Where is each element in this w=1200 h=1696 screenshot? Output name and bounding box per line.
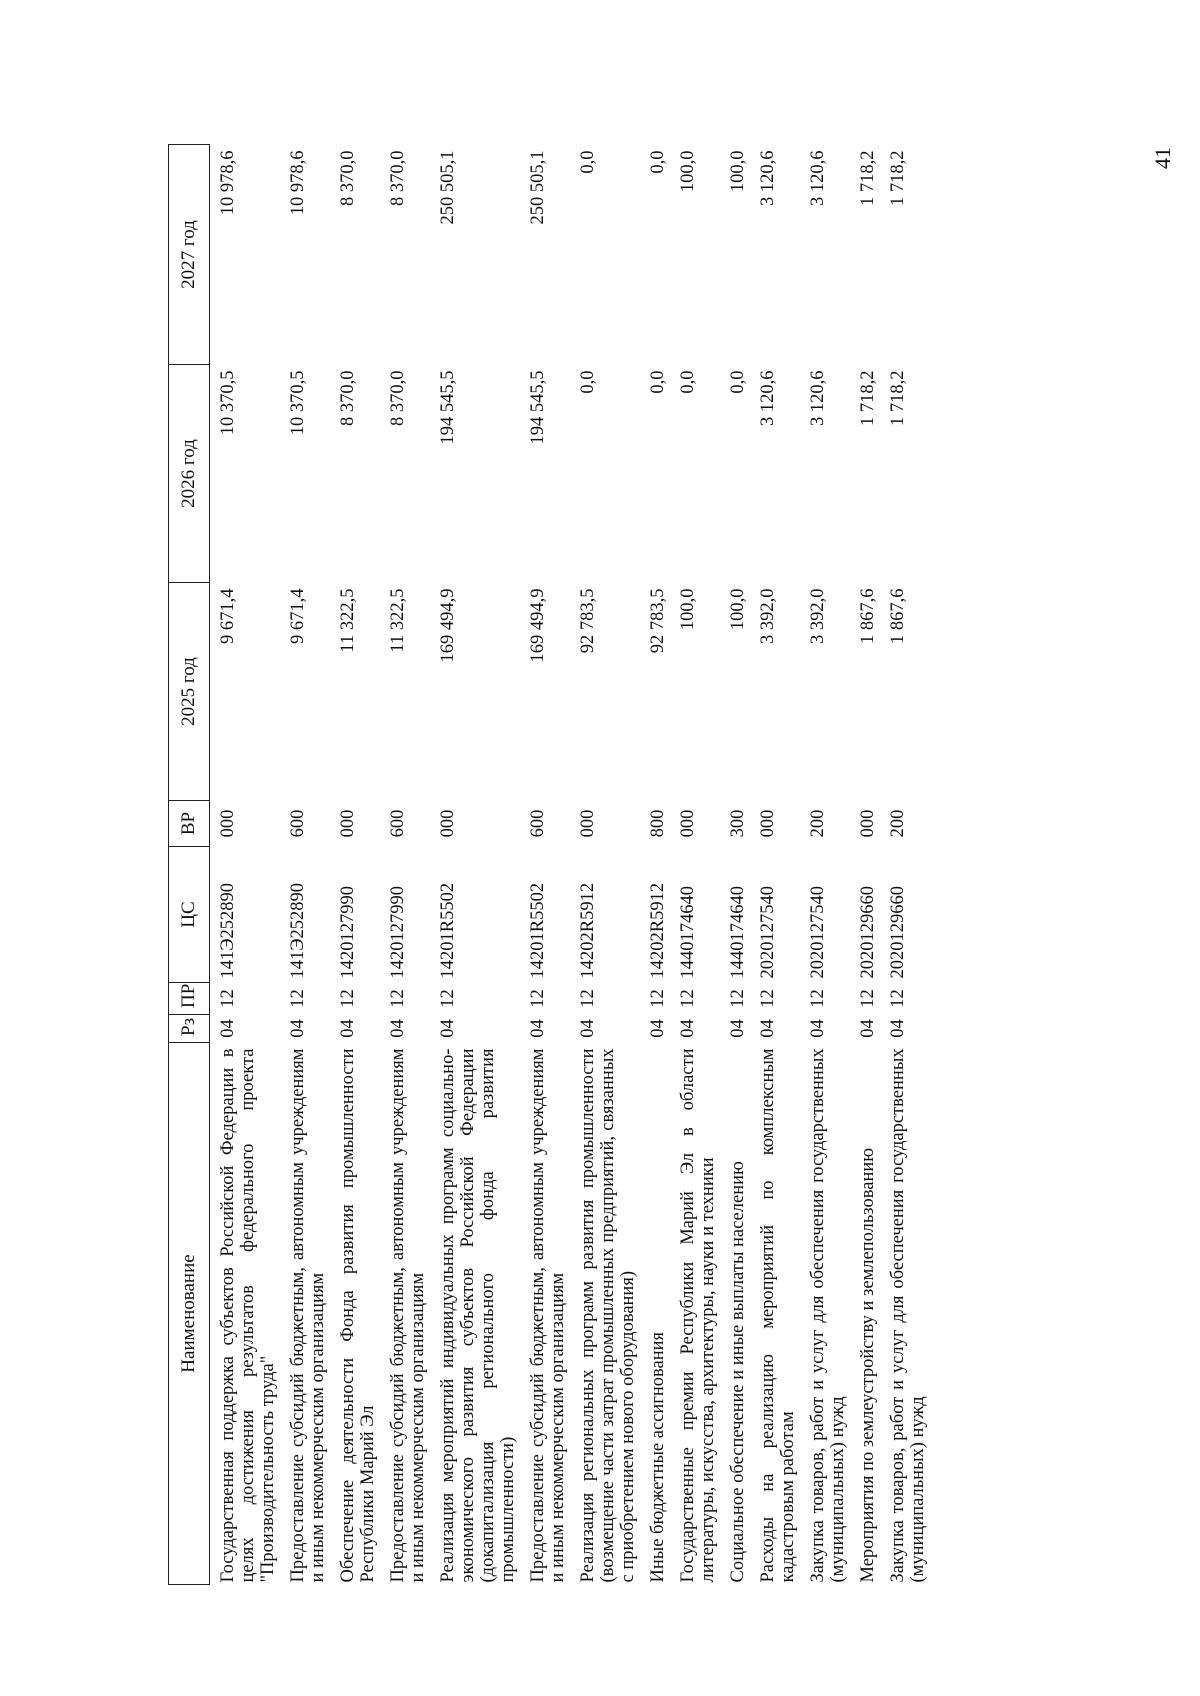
cell-pr: 12 (758, 989, 778, 1008)
cell-vr: 200 (888, 809, 908, 838)
cell-y2025: 11 322,5 (338, 588, 358, 653)
table-body (210, 145, 934, 1585)
cell-name: Закупка товаров, работ и услуг для обеспечения государственных (муниципальных) нужд (808, 1048, 848, 1583)
cell-vr: 000 (218, 809, 238, 838)
header-name: Наименование (169, 1043, 210, 1585)
cell-rz: 04 (288, 1019, 308, 1038)
cell-name: Предоставление субсидий бюджетным, автономным учреждениям и иным некоммерческим организациям (288, 1048, 328, 1583)
table-row (723, 145, 753, 1585)
table-row (643, 145, 673, 1585)
cell-cs: 1420127990 (338, 886, 358, 979)
rotated-page-content (168, 145, 1004, 1585)
cell-y2025: 92 783,5 (648, 588, 668, 654)
cell-cs: 2020127540 (808, 886, 828, 979)
table-row (803, 145, 853, 1585)
cell-name: Расходы на реализацию мероприятий по комплексным кадастровым работам (758, 1048, 798, 1583)
cell-name: Мероприятия по землеустройству и землепользованию (858, 1147, 878, 1583)
cell-y2025: 9 671,4 (288, 588, 308, 644)
cell-y2025: 169 494,9 (438, 588, 458, 663)
page-number: 41 (1150, 147, 1175, 169)
table-header-row (169, 145, 210, 1585)
cell-pr: 12 (338, 989, 358, 1008)
cell-pr: 12 (888, 989, 908, 1008)
cell-vr: 300 (728, 809, 748, 838)
cell-rz: 04 (578, 1019, 598, 1038)
cell-y2026: 1 718,2 (858, 370, 878, 426)
table-row (210, 145, 284, 1585)
table-row (523, 145, 573, 1585)
cell-y2026: 8 370,0 (338, 370, 358, 426)
cell-vr: 000 (578, 809, 598, 838)
header-2025: 2025 год (169, 583, 210, 801)
cell-rz: 04 (858, 1019, 878, 1038)
cell-y2027: 10 978,6 (218, 150, 238, 216)
cell-y2026: 10 370,5 (288, 370, 308, 436)
cell-y2026: 1 718,2 (888, 370, 908, 426)
cell-vr: 000 (438, 809, 458, 838)
cell-rz: 04 (388, 1019, 408, 1038)
cell-name: Реализация региональных программ развития промышленности (возмещение части затрат промышленных предприятий, связанных с приобретением нового оборудования) (578, 1048, 638, 1583)
cell-rz: 04 (438, 1019, 458, 1038)
cell-rz: 04 (648, 1019, 668, 1038)
cell-y2026: 0,0 (578, 370, 598, 394)
cell-pr: 12 (648, 989, 668, 1008)
cell-pr: 12 (438, 989, 458, 1008)
cell-y2027: 100,0 (728, 150, 748, 193)
cell-rz: 04 (888, 1019, 908, 1038)
cell-pr: 12 (578, 989, 598, 1008)
cell-pr: 12 (528, 989, 548, 1008)
cell-vr: 000 (678, 809, 698, 838)
cell-cs: 2020129660 (888, 886, 908, 979)
cell-y2027: 100,0 (678, 150, 698, 193)
cell-y2026: 0,0 (678, 370, 698, 394)
cell-vr: 800 (648, 809, 668, 838)
cell-pr: 12 (288, 989, 308, 1008)
cell-y2026: 3 120,6 (808, 370, 828, 426)
cell-y2026: 10 370,5 (218, 370, 238, 436)
header-cs: ЦС (169, 847, 210, 983)
cell-y2026: 0,0 (648, 370, 668, 394)
cell-rz: 04 (758, 1019, 778, 1038)
header-2027: 2027 год (169, 145, 210, 365)
cell-rz: 04 (528, 1019, 548, 1038)
cell-pr: 12 (808, 989, 828, 1008)
cell-y2025: 92 783,5 (578, 588, 598, 654)
cell-cs: 1420127990 (388, 886, 408, 979)
table-row (673, 145, 723, 1585)
cell-rz: 04 (808, 1019, 828, 1038)
table-row (283, 145, 333, 1585)
cell-cs: 14201R5502 (438, 882, 458, 979)
header-pr: ПР (169, 983, 210, 1015)
cell-pr: 12 (388, 989, 408, 1008)
cell-cs: 1440174640 (678, 886, 698, 979)
cell-name: Закупка товаров, работ и услуг для обеспечения государственных (муниципальных) нужд (888, 1048, 928, 1583)
cell-vr: 000 (758, 809, 778, 838)
cell-cs: 14201R5502 (528, 882, 548, 979)
cell-cs: 2020129660 (858, 886, 878, 979)
cell-y2025: 1 867,6 (858, 588, 878, 644)
cell-y2027: 250 505,1 (528, 150, 548, 225)
cell-cs: 141Э252890 (218, 883, 238, 979)
cell-y2025: 3 392,0 (808, 588, 828, 644)
cell-y2025: 9 671,4 (218, 588, 238, 644)
cell-rz: 04 (678, 1019, 698, 1038)
table-row (853, 145, 883, 1585)
cell-y2027: 3 120,6 (808, 150, 828, 206)
table-row (883, 145, 933, 1585)
header-vr: ВР (169, 801, 210, 847)
cell-vr: 600 (528, 809, 548, 838)
table-row (333, 145, 383, 1585)
cell-cs: 14202R5912 (648, 882, 668, 979)
cell-pr: 12 (678, 989, 698, 1008)
cell-name: Государственная поддержка субъектов Российской Федерации в целях достижения результатов федерального проекта "Производительность труда" (218, 1048, 278, 1583)
cell-y2026: 194 545,5 (438, 370, 458, 445)
cell-y2026: 0,0 (728, 370, 748, 394)
cell-pr: 12 (218, 989, 238, 1008)
cell-y2025: 100,0 (728, 588, 748, 631)
cell-pr: 12 (728, 989, 748, 1008)
cell-y2027: 1 718,2 (858, 150, 878, 206)
cell-cs: 1440174640 (728, 886, 748, 979)
header-rz: Рз (169, 1015, 210, 1043)
cell-cs: 14202R5912 (578, 882, 598, 979)
cell-y2025: 100,0 (678, 588, 698, 631)
cell-name: Социальное обеспечение и иные выплаты населению (728, 1161, 748, 1583)
cell-y2025: 11 322,5 (388, 588, 408, 653)
cell-y2026: 194 545,5 (528, 370, 548, 445)
cell-y2025: 1 867,6 (888, 588, 908, 644)
table-row (573, 145, 643, 1585)
cell-cs: 141Э252890 (288, 883, 308, 979)
cell-y2025: 3 392,0 (758, 588, 778, 644)
cell-y2027: 8 370,0 (388, 150, 408, 206)
cell-name: Государственные премии Республики Марий Эл в области литературы, искусства, архитектуры, науки и техники (678, 1048, 718, 1583)
cell-vr: 000 (338, 809, 358, 838)
cell-vr: 200 (808, 809, 828, 838)
cell-y2025: 169 494,9 (528, 588, 548, 663)
cell-y2026: 3 120,6 (758, 370, 778, 426)
cell-name: Иные бюджетные ассигнования (648, 1331, 668, 1583)
table-row (433, 145, 523, 1585)
header-2026: 2026 год (169, 365, 210, 583)
cell-cs: 2020127540 (758, 886, 778, 979)
cell-y2027: 1 718,2 (888, 150, 908, 206)
table-row (383, 145, 433, 1585)
cell-y2027: 3 120,6 (758, 150, 778, 206)
cell-y2027: 8 370,0 (338, 150, 358, 206)
cell-rz: 04 (218, 1019, 238, 1038)
cell-y2026: 8 370,0 (388, 370, 408, 426)
cell-y2027: 0,0 (648, 150, 668, 174)
cell-name: Реализация мероприятий индивидуальных программ социально-экономического развития субъектов Российской Федерации (докапитализация регионального фонда развития промышленности) (438, 1048, 518, 1583)
cell-rz: 04 (728, 1019, 748, 1038)
cell-name: Предоставление субсидий бюджетным, автономным учреждениям и иным некоммерческим организациям (388, 1048, 428, 1583)
table-row (753, 145, 803, 1585)
cell-vr: 600 (288, 809, 308, 838)
cell-vr: 000 (858, 809, 878, 838)
cell-y2027: 10 978,6 (288, 150, 308, 216)
cell-pr: 12 (858, 989, 878, 1008)
cell-name: Обеспечение деятельности Фонда развития промышленности Республики Марий Эл (338, 1048, 378, 1583)
budget-table (168, 144, 933, 1585)
cell-vr: 600 (388, 809, 408, 838)
cell-y2027: 0,0 (578, 150, 598, 174)
cell-rz: 04 (338, 1019, 358, 1038)
cell-y2027: 250 505,1 (438, 150, 458, 225)
cell-name: Предоставление субсидий бюджетным, автономным учреждениям и иным некоммерческим организациям (528, 1048, 568, 1583)
